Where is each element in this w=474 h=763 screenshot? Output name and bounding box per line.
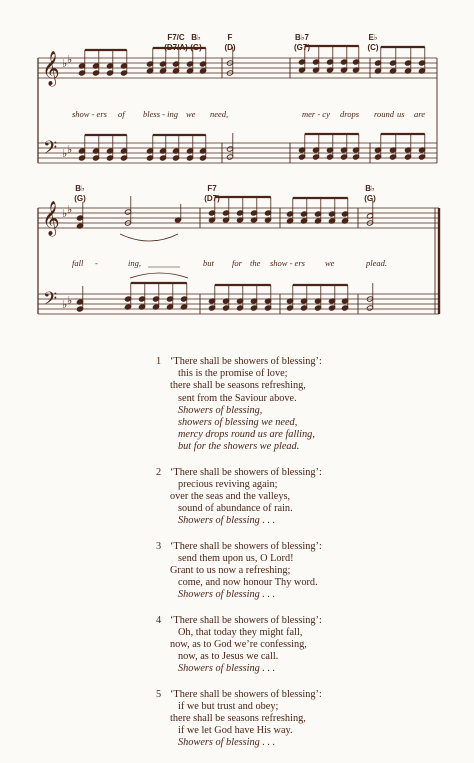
chord-symbol-alt: (D7) [204, 194, 220, 203]
verse-line: Oh, that today they might fall, [178, 626, 303, 638]
verse-line: ‘There shall be showers of blessing’: [170, 356, 322, 367]
lyric-syllable: we [325, 258, 335, 268]
verse-1 [156, 356, 456, 454]
lyric-syllable: for [232, 258, 242, 268]
chord-symbol: B♭ [191, 33, 201, 42]
chord-symbol: F7 [207, 184, 217, 193]
refrain-line: Showers of blessing . . . [178, 515, 276, 527]
chord-symbol: B♭ [75, 184, 85, 193]
key-signature-icon: ♭ [62, 58, 68, 70]
lyric-syllable: show - ers [270, 258, 305, 268]
refrain-line: but for the showers we plead. [178, 441, 300, 453]
verse-line: there shall be seasons refreshing, [170, 380, 306, 392]
verse-line: come, and now honour Thy word. [178, 577, 318, 589]
verse-4 [156, 615, 456, 676]
slur [120, 234, 178, 241]
verse-line: over the seas and the valleys, [170, 491, 291, 503]
verse-number: 2 [156, 466, 162, 478]
verse-number: 4 [156, 614, 162, 626]
verse-number: 5 [156, 688, 162, 700]
treble-clef-icon: 𝄞 [42, 51, 60, 86]
verse-line: there shall be seasons refreshing, [170, 713, 306, 725]
chord-symbol-alt: (C) [367, 43, 379, 52]
refrain-line: Showers of blessing . . . [178, 737, 276, 749]
lyric-syllable: are [414, 109, 426, 119]
lyric-syllable: but [203, 258, 214, 268]
verse-line: Grant to us now a refreshing; [170, 565, 291, 577]
verse-number: 1 [156, 356, 162, 367]
refrain-line: Showers of blessing, [178, 404, 263, 416]
refrain-line: Showers of blessing . . . [178, 589, 276, 601]
lyric-syllable: show - ers [72, 109, 107, 119]
verse-line: ‘There shall be showers of blessing’: [170, 614, 322, 626]
lyric-syllable: of [118, 109, 125, 119]
chord-symbol-alt: (G) [74, 194, 86, 203]
lyric-syllable: ing, [128, 258, 141, 268]
lyric-syllable: drops [340, 109, 360, 119]
verse-line: sent from the Saviour above. [178, 392, 297, 404]
verse-line: ‘There shall be showers of blessing’: [170, 688, 322, 700]
verse-2 [156, 467, 456, 528]
verse-line: if we but trust and obey; [178, 700, 279, 712]
refrain-line: mercy drops round us are falling, [178, 429, 315, 441]
verse-line: now, as to Jesus we call. [178, 651, 279, 663]
verse-line: ‘There shall be showers of blessing’: [170, 540, 322, 552]
lyric-syllable: bless - ing [143, 109, 178, 119]
chord-symbol-alt: (G) [364, 194, 376, 203]
lyric-syllable: we [186, 109, 196, 119]
verse-3 [156, 541, 456, 602]
chord-symbol: F [227, 33, 233, 42]
chord-symbol: B♭ [365, 184, 375, 193]
lyric-syllable: - [95, 258, 98, 268]
slur [130, 273, 188, 278]
lyric-syllable: the [250, 258, 261, 268]
lyric-syllable: need, [210, 109, 229, 119]
chord-symbol-alt: (G) [190, 43, 202, 52]
lyric-syllable: us [397, 109, 405, 119]
chord-symbol-alt: (D7/A) [164, 43, 188, 52]
chord-symbol: F7/C [167, 33, 185, 42]
key-signature-icon: ♭ [62, 208, 68, 220]
refrain-line: showers of blessing we need, [178, 417, 298, 429]
treble-clef-icon: 𝄞 [42, 201, 60, 236]
verse-line: this is the promise of love; [178, 368, 288, 380]
verse-line: send them upon us, O Lord! [178, 552, 294, 564]
verse-line: sound of abundance of rain. [178, 503, 293, 515]
lyric-syllable: plead. [366, 258, 388, 268]
lyric-syllable: fall [72, 258, 84, 268]
bass-clef-icon: 𝄢 [43, 138, 58, 163]
chord-symbol: E♭ [368, 33, 378, 42]
verse-line: precious reviving again; [178, 478, 278, 490]
key-signature-icon: ♭ [67, 204, 73, 216]
bass-clef-icon: 𝄢 [43, 289, 58, 314]
verse-line: now, as to God we’re confessing, [170, 639, 307, 651]
refrain-line: Showers of blessing . . . [178, 663, 276, 675]
chord-symbol: B♭7 [295, 33, 309, 42]
lyric-syllable: round [374, 109, 394, 119]
music-score [0, 0, 474, 340]
verse-number: 3 [156, 540, 162, 552]
key-signature-icon: ♭ [67, 54, 73, 66]
verse-5 [156, 689, 456, 750]
lyric-syllable: mer - cy [302, 109, 330, 119]
key-signature-icon: ♭ [67, 295, 73, 307]
key-signature-icon: ♭ [67, 144, 73, 156]
verse-line: if we let God have His way. [178, 725, 293, 737]
chord-symbol-alt: (G7) [294, 43, 310, 52]
key-signature-icon: ♭ [62, 299, 68, 311]
verse-line: ‘There shall be showers of blessing’: [170, 466, 322, 478]
key-signature-icon: ♭ [62, 148, 68, 160]
hymn-verses [156, 356, 456, 763]
chord-symbol-alt: (D) [224, 43, 236, 52]
